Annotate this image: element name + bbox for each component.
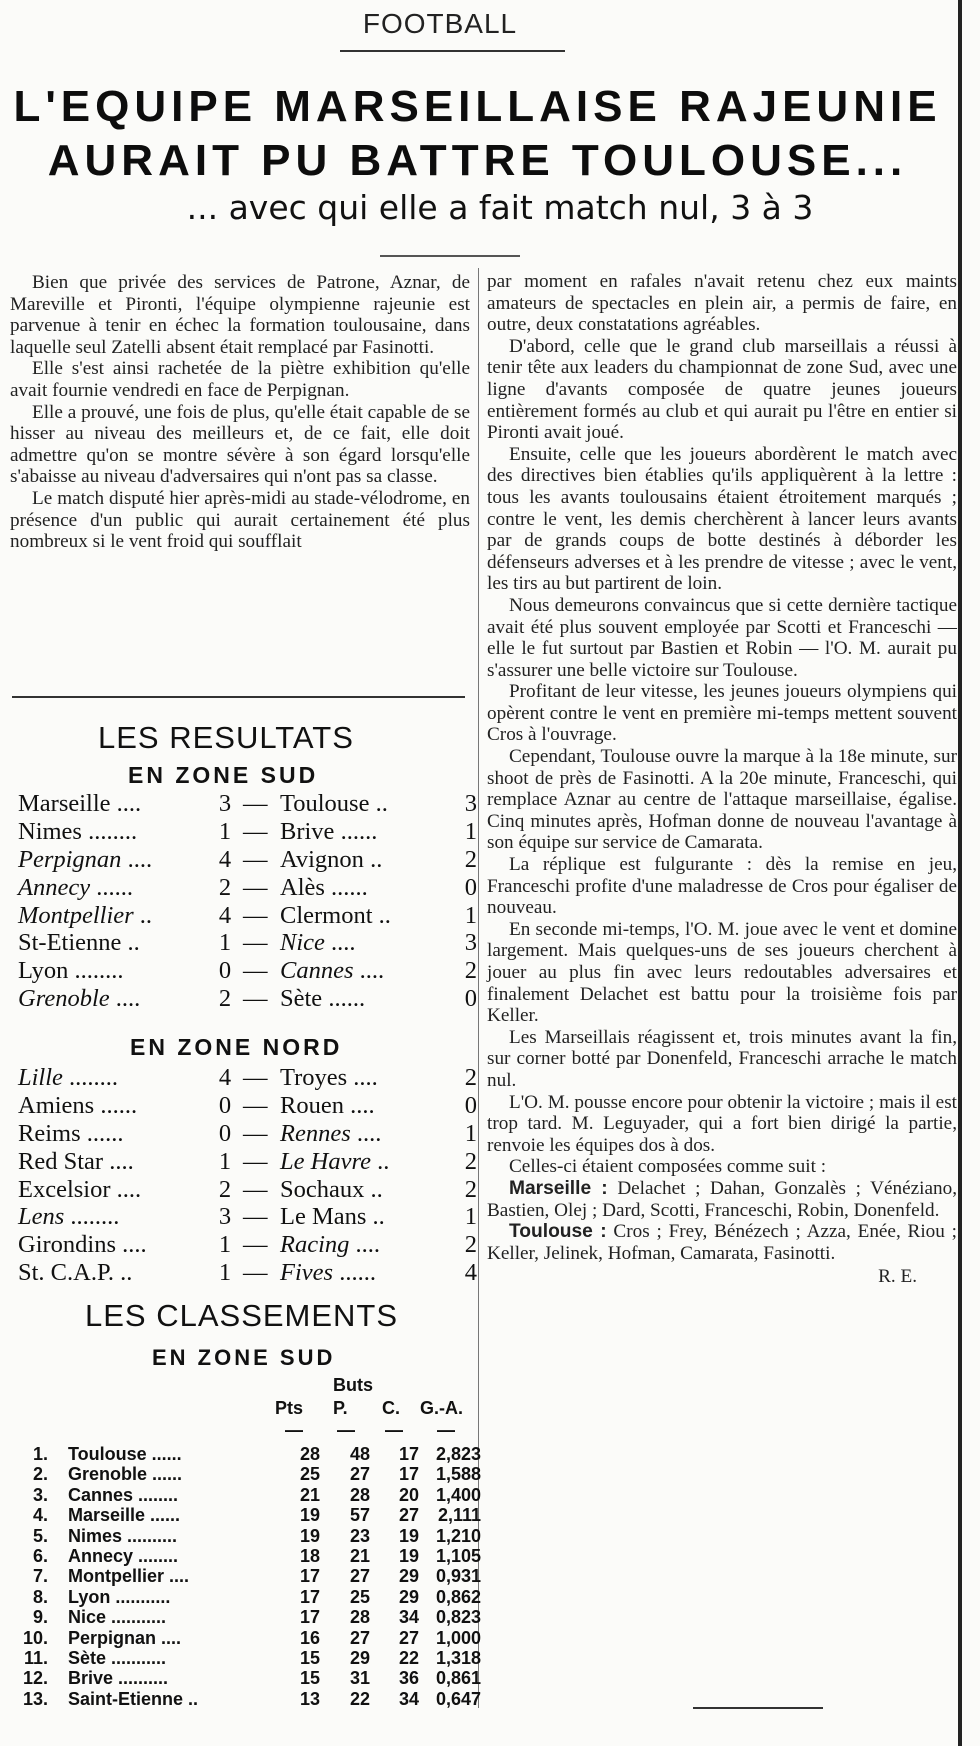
away-team: Brive ...... — [280, 817, 378, 845]
standings-row: 7. Montpellier .... 17 27 29 0,931 — [32, 1566, 481, 1587]
away-team: Clermont .. — [280, 901, 391, 929]
score-dash: — — [243, 790, 268, 817]
standings-table — [18, 1444, 480, 1709]
away-score: 1 — [464, 1203, 477, 1231]
away-team: Racing .... — [280, 1231, 381, 1259]
home-score: 4 — [218, 901, 232, 929]
home-team: Nimes ........ — [18, 817, 138, 845]
home-team: Marseille .... — [18, 790, 142, 817]
home-score: 1 — [218, 1147, 232, 1175]
result-row — [18, 1231, 483, 1259]
article-paragraph: D'abord, celle que le grand club marseillais a réussi à tenir tête aux leaders du championnat de zone Sud, avec une ligne d'avants composée de quatre jeunes joueurs entièrement formés au club et qui aurait pu l'être en entier si Pironti avait joué. — [487, 335, 957, 444]
lineup-toulouse — [487, 1221, 957, 1264]
home-team: Amiens ...... — [18, 1091, 138, 1119]
article-paragraph: Le match disputé hier après-midi au stade-vélodrome, en présence d'un public qui aurait certainement été plus nombreux si le vent froid qui soufflait — [10, 487, 470, 553]
away-team: Nice .... — [280, 929, 356, 957]
away-score: 0 — [464, 985, 477, 1013]
home-team: Reims ...... — [18, 1119, 124, 1147]
result-row — [18, 985, 483, 1013]
away-team: Rouen .... — [280, 1091, 375, 1119]
header-ga: G.-A. — [420, 1398, 463, 1418]
zone-sud-results — [18, 790, 483, 1013]
score-dash: — — [243, 873, 268, 901]
score-dash: — — [243, 1231, 268, 1259]
article-paragraph: Les Marseillais réagissent et, trois minutes avant la fin, sur corner botté par Donenfeld, Franceschi arrache le match nul. — [487, 1026, 957, 1091]
result-row — [18, 1120, 483, 1148]
home-team: St. C.A.P. .. — [18, 1259, 133, 1287]
home-score: 1 — [218, 817, 232, 845]
header-dash: — — [385, 1420, 403, 1440]
home-score: 1 — [218, 1231, 232, 1259]
article-end-rule — [693, 1707, 823, 1709]
subheadline: ... avec qui elle a fait match nul, 3 à 3 — [186, 188, 814, 227]
result-row — [18, 1203, 483, 1231]
header-dash: — — [437, 1420, 455, 1440]
score-dash: — — [243, 1119, 268, 1147]
standings-row: 5. Nimes .......... 19 23 19 1,210 — [32, 1525, 481, 1546]
article-paragraph: Ensuite, celle que les joueurs abordèrent le match avec des directives bien établies qu'ils appliquèrent à la lettre : tous les avants toulousains étaient étroitement marqués ; contre le vent, les demis cherchèrent à lancer leurs avants par de grands coups de botte destinés à déborder les défenseurs adverses et à les prendre de vitesse ; avec le vent, les tirs au but partirent de loin. — [487, 443, 957, 595]
home-score: 0 — [218, 957, 232, 985]
lineup-team-label: Toulouse : — [509, 1221, 607, 1243]
home-score: 4 — [218, 1064, 232, 1091]
header-dash: — — [337, 1420, 355, 1440]
header-pts: Pts — [275, 1398, 304, 1418]
score-dash: — — [243, 845, 268, 873]
score-dash: — — [243, 1175, 268, 1203]
away-score: 3 — [464, 790, 477, 817]
away-score: 3 — [464, 929, 477, 957]
away-score: 0 — [464, 873, 477, 901]
headline-line-2: AURAIT PU BATTRE TOULOUSE... — [47, 136, 908, 185]
article-paragraph: Profitant de leur vitesse, les jeunes joueurs olympiens qui opèrent contre le vent en première mi-temps mettent souvent Cros à l'ouvrage. — [487, 681, 957, 746]
home-score: 2 — [218, 1175, 232, 1203]
score-dash: — — [243, 985, 268, 1013]
score-dash: — — [243, 817, 268, 845]
score-dash: — — [243, 1091, 268, 1119]
article-paragraph: Celles-ci étaient composées comme suit : — [509, 1156, 827, 1178]
home-score: 4 — [218, 845, 232, 873]
article-right-column — [487, 271, 957, 1288]
result-row — [18, 957, 483, 985]
home-team: Lens ........ — [18, 1203, 120, 1231]
article-paragraph: Elle a prouvé, une fois de plus, qu'elle était capable de se hisser au niveau des meilleurs et, de ce fait, elle doit admettre qu'on se montre sévère à son égard lorsqu'elle s'abaisse au niveau d'adversaires qui n'ont pas sa classe. — [10, 401, 470, 488]
home-team: Excelsior .... — [18, 1175, 142, 1203]
score-dash: — — [243, 1203, 268, 1231]
score-dash: — — [243, 1064, 268, 1091]
home-score: 2 — [218, 985, 232, 1013]
score-dash: — — [243, 929, 268, 957]
header-c: C. — [382, 1398, 400, 1418]
away-score: 4 — [464, 1259, 477, 1287]
standings-row: 11. Sète ........... 15 29 22 1,318 — [23, 1647, 481, 1668]
header-dash: — — [285, 1420, 303, 1440]
score-dash: — — [243, 1259, 268, 1287]
away-score: 1 — [464, 817, 477, 845]
home-score: 0 — [218, 1091, 232, 1119]
standings-title: LES CLASSEMENTS — [85, 1298, 399, 1333]
away-score: 1 — [464, 1119, 477, 1147]
score-dash: — — [243, 957, 268, 985]
result-row — [18, 1148, 483, 1176]
result-row — [18, 790, 483, 818]
result-row — [18, 929, 483, 957]
article-left-column — [10, 272, 470, 553]
away-team: Le Mans .. — [280, 1203, 385, 1231]
lineup-marseille — [487, 1178, 957, 1221]
standings-row: 8. Lyon ........... 17 25 29 0,862 — [32, 1586, 481, 1607]
home-team: Girondins .... — [18, 1231, 147, 1259]
away-team: Le Havre .. — [280, 1147, 390, 1175]
article-paragraph: La réplique est fulgurante : dès la remise en jeu, Franceschi profite d'une maladresse de Cros pour égaliser de nouveau. — [487, 854, 957, 919]
home-team: St-Etienne .. — [18, 929, 140, 957]
article-paragraph: Nous demeurons convaincus que si cette dernière tactique avait été plus souvent employée par Scotti et Franceschi — elle le fut surtout par Bastien et Robin — l'O. M. aurait pu s'assurer une belle victoire sur Toulouse. — [487, 594, 957, 681]
away-team: Alès ...... — [280, 873, 368, 901]
results-title: LES RESULTATS — [98, 720, 354, 755]
result-row — [18, 874, 483, 902]
page-border — [958, 0, 962, 1746]
result-row — [18, 902, 483, 930]
home-team: Annecy ...... — [18, 873, 133, 901]
result-row — [18, 846, 483, 874]
standings-row: 9. Nice ........... 17 28 34 0,823 — [32, 1607, 481, 1628]
home-score: 0 — [218, 1119, 232, 1147]
lineup-team-label: Marseille : — [509, 1177, 608, 1199]
away-team: Sochaux .. — [280, 1175, 383, 1203]
home-team: Lille ........ — [18, 1064, 119, 1091]
home-score: 1 — [218, 929, 232, 957]
lineup-players: Delachet ; Dahan, Gonzalès ; Vénéziano, Bastien, Olej ; Dard, Scotti, Franceschi, Robin, Donenfeld. — [487, 1177, 958, 1221]
result-row — [18, 818, 483, 846]
away-team: Troyes .... — [280, 1064, 378, 1091]
standings-row: 1. Toulouse ...... 28 48 17 2,823 — [32, 1444, 481, 1464]
away-score: 0 — [464, 1091, 477, 1119]
article-paragraph: L'O. M. pousse encore pour obtenir la victoire ; mais il est trop tard. M. Leguyader, qui a fort bien dirigé la partie, renvoie les équipes dos à dos. — [487, 1091, 957, 1156]
away-score: 1 — [464, 901, 477, 929]
section-rule — [340, 50, 565, 52]
away-score: 2 — [464, 1147, 477, 1175]
header-buts: Buts — [333, 1375, 373, 1395]
standings-zone-title: EN ZONE SUD — [152, 1345, 336, 1370]
standings-row: 10. Perpignan .... 16 27 27 1,000 — [22, 1627, 481, 1648]
score-dash: — — [243, 901, 268, 929]
standings-row: 6. Annecy ........ 18 21 19 1,105 — [32, 1545, 481, 1566]
away-score: 2 — [464, 957, 477, 985]
home-score: 1 — [218, 1259, 232, 1287]
author-signature: R. E. — [878, 1266, 917, 1288]
article-paragraph: En seconde mi-temps, l'O. M. joue avec le vent et domine largement. Mais quelques-uns de ses joueurs cherchent à jouer au plus fin avec leurs redoutables adversaires et finalement Delachet est battu pour la troisième fois par Keller. — [487, 918, 957, 1027]
zone-nord-title: EN ZONE NORD — [130, 1034, 343, 1060]
away-score: 2 — [464, 1175, 477, 1203]
result-row — [18, 1092, 483, 1120]
away-team: Toulouse .. — [280, 790, 388, 817]
zone-sud-title: EN ZONE SUD — [128, 762, 319, 788]
result-row — [18, 1064, 483, 1092]
headline-rule — [380, 255, 520, 257]
away-team: Fives ...... — [280, 1259, 376, 1287]
result-row — [18, 1259, 483, 1287]
away-team: Rennes .... — [280, 1119, 382, 1147]
score-dash: — — [243, 1147, 268, 1175]
standings-row: 2. Grenoble ...... 25 27 17 1,588 — [32, 1464, 481, 1485]
away-team: Avignon .. — [280, 845, 383, 873]
zone-nord-results — [18, 1064, 483, 1287]
away-score: 2 — [464, 1064, 477, 1091]
results-separator — [12, 696, 465, 698]
article-paragraph: par moment en rafales n'avait retenu chez eux maints amateurs de spectacles en plein air, a permis de faire, en outre, deux constatations agréables. — [487, 271, 957, 336]
home-team: Red Star .... — [18, 1147, 134, 1175]
home-team: Grenoble .... — [18, 985, 141, 1013]
standings-row: 12. Brive .......... 15 31 36 0,861 — [22, 1668, 481, 1689]
home-team: Perpignan .... — [18, 845, 153, 873]
home-score: 3 — [218, 790, 232, 817]
section-label: FOOTBALL — [362, 8, 518, 39]
standings-row: 4. Marseille ...... 19 57 27 2,111 — [32, 1505, 481, 1526]
away-team: Sète ...... — [280, 985, 366, 1013]
standings-row: 3. Cannes ........ 21 28 20 1,400 — [32, 1484, 481, 1505]
lineup-players: Cros ; Frey, Bénézech ; Azza, Enée, Riou ; Keller, Jelinek, Hofman, Camarata, Fasinotti. — [487, 1221, 958, 1264]
result-row — [18, 1176, 483, 1204]
header-p: P. — [333, 1398, 348, 1418]
headline-line-1: L'EQUIPE MARSEILLAISE RAJEUNIE — [13, 82, 942, 131]
article-paragraph: Cependant, Toulouse ouvre la marque à la 18e minute, sur shoot de près de Fasinotti. A la 20e minute, Franceschi, qui remplace Aznar au centre de l'attaque marseillaise, égalise. Cinq minutes après, Hofman donne de nouveau l'avantage à son équipe sur service de Camarata. — [487, 746, 957, 854]
home-score: 2 — [218, 873, 232, 901]
home-score: 3 — [218, 1203, 232, 1231]
away-score: 2 — [464, 1231, 477, 1259]
article-paragraph: Elle s'est ainsi rachetée de la piètre exhibition qu'elle avait fournie vendredi en face de Perpignan. — [10, 358, 470, 401]
away-team: Cannes .... — [280, 957, 385, 985]
home-team: Lyon ........ — [18, 957, 124, 985]
away-score: 2 — [464, 845, 477, 873]
article-paragraph: Bien que privée des services de Patrone, Aznar, de Mareville et Pironti, l'équipe olympienne rajeunie est parvenue à tenir en échec la formation toulousaine, dans laquelle seul Zatelli absent était remplacé par Fasinotti. — [10, 272, 470, 358]
home-team: Montpellier .. — [18, 901, 153, 929]
standings-row: 13. Saint-Etienne .. 13 22 34 0,647 — [22, 1688, 481, 1709]
